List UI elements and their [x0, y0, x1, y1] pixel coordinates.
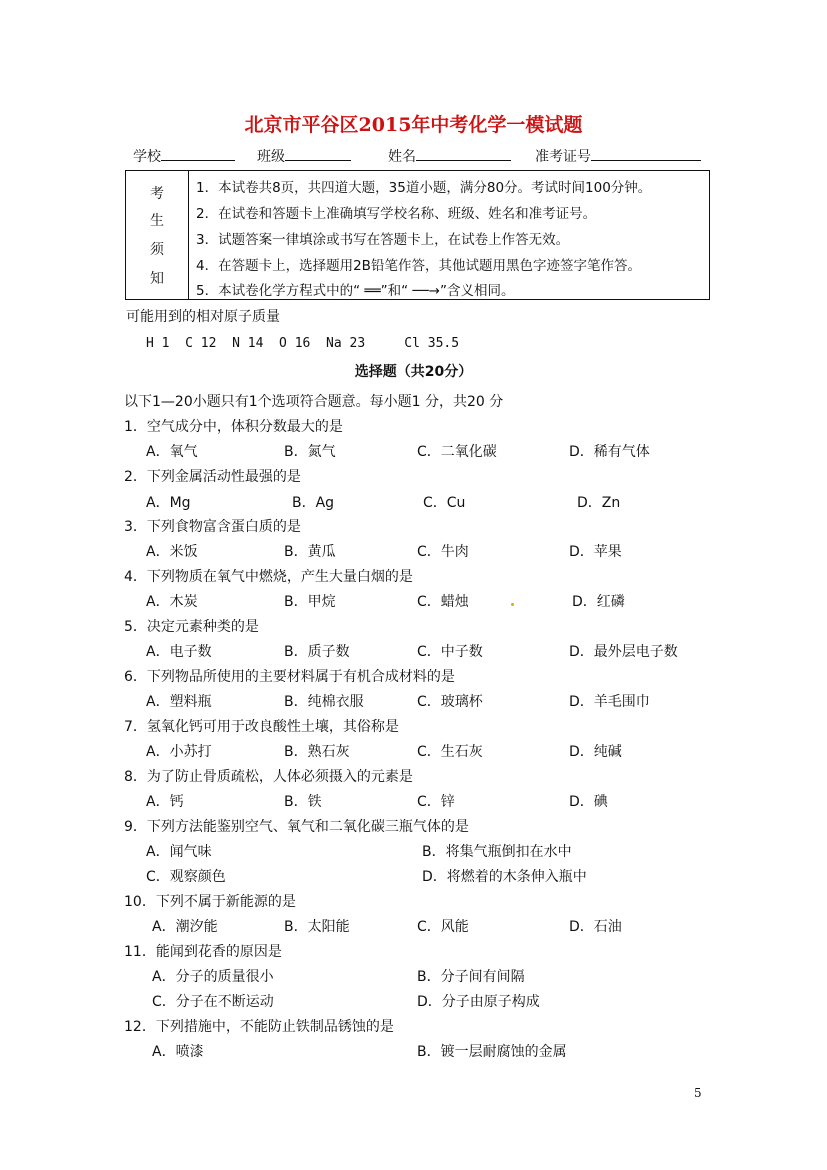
fill-blank — [161, 146, 235, 161]
option: A．闻气味 — [146, 844, 212, 860]
option: B．镀一层耐腐蚀的金属 — [417, 1044, 567, 1060]
option: B．黄瓜 — [284, 544, 336, 560]
option: A．米饭 — [146, 544, 198, 560]
info-label: 班级 — [257, 149, 285, 165]
section-instruction: 以下1—20小题只有1个选项符合题意。每小题1 分，共20 分 — [124, 394, 504, 410]
question-stem: 9．下列方法能鉴别空气、氧气和二氧化碳三瓶气体的是 — [124, 819, 469, 835]
option: D．Zn — [577, 495, 621, 511]
option: C．观察颜色 — [146, 869, 226, 885]
speck-mark — [511, 603, 514, 606]
notice-side-char: 生 — [150, 213, 164, 229]
option: B．太阳能 — [284, 919, 350, 935]
info-school — [133, 146, 235, 166]
info-label: 姓名 — [388, 149, 416, 165]
option: C．Cu — [423, 495, 466, 511]
notice-side-char: 知 — [150, 271, 164, 287]
section-title: 选择题（共20分） — [354, 364, 473, 380]
info-name — [388, 146, 511, 166]
notice-side-label — [126, 171, 189, 299]
notice-item: 1．本试卷共8页，共四道大题，35道小题，满分80分。考试时间100分钟。 — [196, 180, 652, 196]
option: D．纯碱 — [569, 744, 622, 760]
option: A．潮汐能 — [152, 919, 218, 935]
option: A．钙 — [146, 794, 184, 810]
question-stem: 10．下列不属于新能源的是 — [124, 894, 296, 910]
option: B．纯棉衣服 — [284, 694, 364, 710]
question-stem: 1．空气成分中，体积分数最大的是 — [124, 419, 343, 435]
info-label: 学校 — [133, 149, 161, 165]
option: A．Mg — [146, 495, 191, 511]
option: D．稀有气体 — [569, 444, 650, 460]
notice-item: 4．在答题卡上，选择题用2B铅笔作答，其他试题用黑色字迹签字笔作答。 — [196, 258, 641, 274]
option: B．将集气瓶倒扣在水中 — [422, 844, 572, 860]
option: B．甲烷 — [284, 594, 336, 610]
question-stem: 6．下列物品所使用的主要材料属于有机合成材料的是 — [124, 669, 455, 685]
option: B．质子数 — [284, 644, 350, 660]
info-class — [257, 146, 351, 166]
option: A．分子的质量很小 — [152, 969, 274, 985]
option: B．熟石灰 — [284, 744, 350, 760]
question-stem: 11．能闻到花香的原因是 — [124, 944, 282, 960]
info-label: 准考证号 — [535, 149, 591, 165]
option: C．分子在不断运动 — [152, 994, 274, 1010]
notice-side-char: 考 — [150, 186, 164, 202]
atomic-mass-values: H 1 C 12 N 14 O 16 Na 23 Cl 35.5 — [146, 336, 460, 351]
option: D．最外层电子数 — [569, 644, 678, 660]
question-stem: 4．下列物质在氧气中燃烧，产生大量白烟的是 — [124, 569, 413, 585]
option: C．玻璃杯 — [417, 694, 483, 710]
option: B．铁 — [284, 794, 322, 810]
option: C．锌 — [417, 794, 455, 810]
option: D．石油 — [569, 919, 622, 935]
question-stem: 12．下列措施中，不能防止铁制品锈蚀的是 — [124, 1019, 394, 1035]
question-stem: 3．下列食物富含蛋白质的是 — [124, 519, 301, 535]
page-number: 5 — [694, 1086, 702, 1100]
question-stem: 8．为了防止骨质疏松，人体必须摄入的元素是 — [124, 769, 413, 785]
notice-side-char: 须 — [150, 242, 164, 258]
option: C．蜡烛 — [417, 594, 469, 610]
question-stem: 7．氢氧化钙可用于改良酸性土壤，其俗称是 — [124, 719, 399, 735]
option: C．风能 — [417, 919, 469, 935]
option: A．塑料瓶 — [146, 694, 212, 710]
atomic-mass-heading: 可能用到的相对原子质量 — [126, 309, 280, 325]
option: A．电子数 — [146, 644, 212, 660]
option: A．喷漆 — [152, 1044, 204, 1060]
fill-blank — [416, 146, 511, 161]
option: D．红磷 — [572, 594, 625, 610]
option: D．苹果 — [569, 544, 622, 560]
option: B．氮气 — [284, 444, 336, 460]
option: D．将燃着的木条伸入瓶中 — [422, 869, 587, 885]
info-exam-number — [535, 146, 701, 166]
option: A．木炭 — [146, 594, 198, 610]
fill-blank — [591, 146, 701, 161]
option: C．中子数 — [417, 644, 483, 660]
option: B．分子间有间隔 — [417, 969, 525, 985]
option: D．碘 — [569, 794, 608, 810]
option: C．牛肉 — [417, 544, 469, 560]
question-stem: 2．下列金属活动性最强的是 — [124, 469, 301, 485]
notice-box — [125, 170, 710, 300]
question-stem: 5．决定元素种类的是 — [124, 619, 259, 635]
option: A．氧气 — [146, 444, 198, 460]
notice-item: 5．本试卷化学方程式中的“ ══”和“ ──→”含义相同。 — [196, 283, 515, 299]
option: C．二氧化碳 — [417, 444, 497, 460]
option: D．分子由原子构成 — [417, 994, 540, 1010]
option: D．羊毛围巾 — [569, 694, 650, 710]
fill-blank — [285, 146, 351, 161]
option: B．Ag — [292, 495, 335, 511]
notice-item: 2．在试卷和答题卡上准确填写学校名称、班级、姓名和准考证号。 — [196, 206, 597, 222]
option: C．生石灰 — [417, 744, 483, 760]
option: A．小苏打 — [146, 744, 212, 760]
notice-item: 3．试题答案一律填涂或书写在答题卡上，在试卷上作答无效。 — [196, 232, 570, 248]
exam-title: 北京市平谷区2015年中考化学一模试题 — [244, 114, 583, 136]
